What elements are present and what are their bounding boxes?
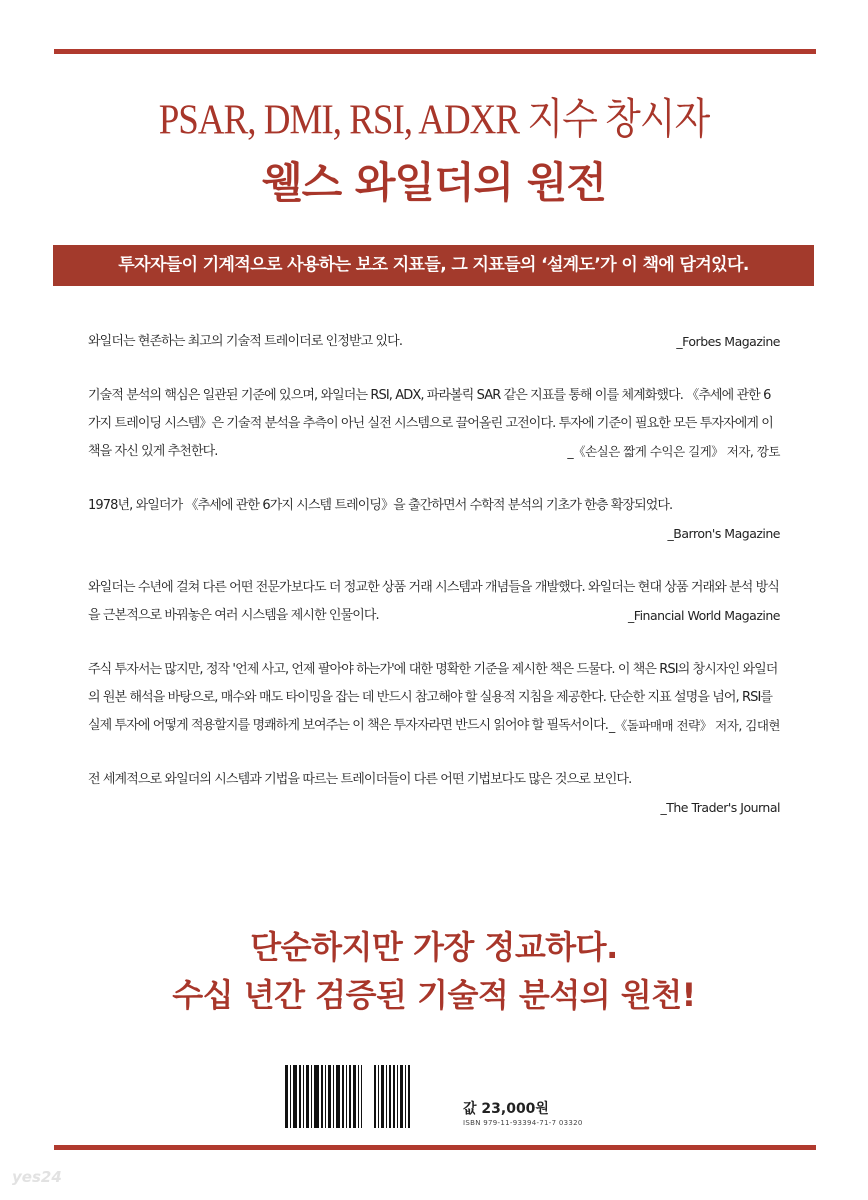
quote-source: _Financial World Magazine xyxy=(628,608,780,623)
title-line-2: 웰스 와일더의 원전 xyxy=(262,158,606,207)
slogan-line-2: 수십 년간 검증된 기술적 분석의 원천! xyxy=(172,976,696,1014)
endorsement-traders-journal xyxy=(88,766,780,822)
quote-text: 와일더는 현존하는 최고의 기술적 트레이더로 인정받고 있다. xyxy=(88,334,403,349)
quote-text: 1978년, 와일더가 《추세에 관한 6가지 시스템 트레이딩》을 출간하면서 수학적 분석의 기초가 한층 확장되었다. xyxy=(88,498,673,513)
price-label: 값 23,000원 xyxy=(463,1101,549,1117)
endorsement-barrons xyxy=(88,492,780,548)
slogan-line-1: 단순하지만 가장 정교하다. xyxy=(250,928,618,966)
quote-text: 와일더는 수년에 걸쳐 다른 어떤 전문가보다도 더 정교한 상품 거래 시스템과 개념들을 개발했다. 와일더는 현대 상품 거래와 분석 방식을 근본적으로 바꿔놓은 여러 시스템을 제시한 인물이다. xyxy=(88,580,779,623)
quote-source: _Barron's Magazine xyxy=(667,526,780,541)
tagline-banner: 투자자들이 기계적으로 사용하는 보조 지표들, 그 지표들의 ‘설계도’가 이 책에 담겨있다. xyxy=(53,245,814,286)
endorsement-kim-daehyun xyxy=(88,656,780,740)
bottom-rule xyxy=(54,1145,816,1150)
quote-source: _《돌파매매 전략》 저자, 김대현 xyxy=(609,718,780,733)
isbn-label: ISBN 979-11-93394-71-7 03320 xyxy=(463,1119,583,1127)
endorsement-list xyxy=(88,328,780,848)
watermark-logo: yes24 xyxy=(12,1168,62,1186)
quote-source: _《손실은 짧게 수익은 길게》 저자, 깡토 xyxy=(567,444,780,459)
quote-text: 주식 투자서는 많지만, 정작 '언제 사고, 언제 팔아야 하는가'에 대한 명확한 기준을 제시한 책은 드물다. 이 책은 RSI의 창시자인 와일더의 원본 해석을 바탕으로, 매수와 매도 타이밍을 잡는 데 반드시 참고해야 할 실용적 지침을 제공한다. 단순한 지표 설명을 넘어, RSI를 실제 투자에 어떻게 적용할지를 명쾌하게 보여주는 이 책은 투자자라면 반드시 읽어야 할 필독서이다. xyxy=(88,662,778,733)
quote-text: 전 세계적으로 와일더의 시스템과 기법을 따르는 트레이더들이 다른 어떤 기법보다도 많은 것으로 보인다. xyxy=(88,772,632,787)
title-line-1: PSAR, DMI, RSI, ADXR 지수 창시자 xyxy=(158,96,710,144)
barcode xyxy=(285,1065,455,1128)
top-rule xyxy=(54,49,816,54)
endorsement-financial-world xyxy=(88,574,780,630)
quote-source: _Forbes Magazine xyxy=(676,334,780,349)
quote-source: _The Trader's Journal xyxy=(660,800,780,815)
endorsement-forbes xyxy=(88,328,780,356)
endorsement-kkangto xyxy=(88,382,780,466)
quote-text: 기술적 분석의 핵심은 일관된 기준에 있으며, 와일더는 RSI, ADX, 파라볼릭 SAR 같은 지표를 통해 이를 체계화했다. 《추세에 관한 6가지 트레이딩 시스템》은 기술적 분석을 추측이 아닌 실전 시스템으로 끌어올린 고전이다. 투자에 기준이 필요한 모든 투자자에게 이 책을 자신 있게 추천한다. xyxy=(88,388,773,459)
